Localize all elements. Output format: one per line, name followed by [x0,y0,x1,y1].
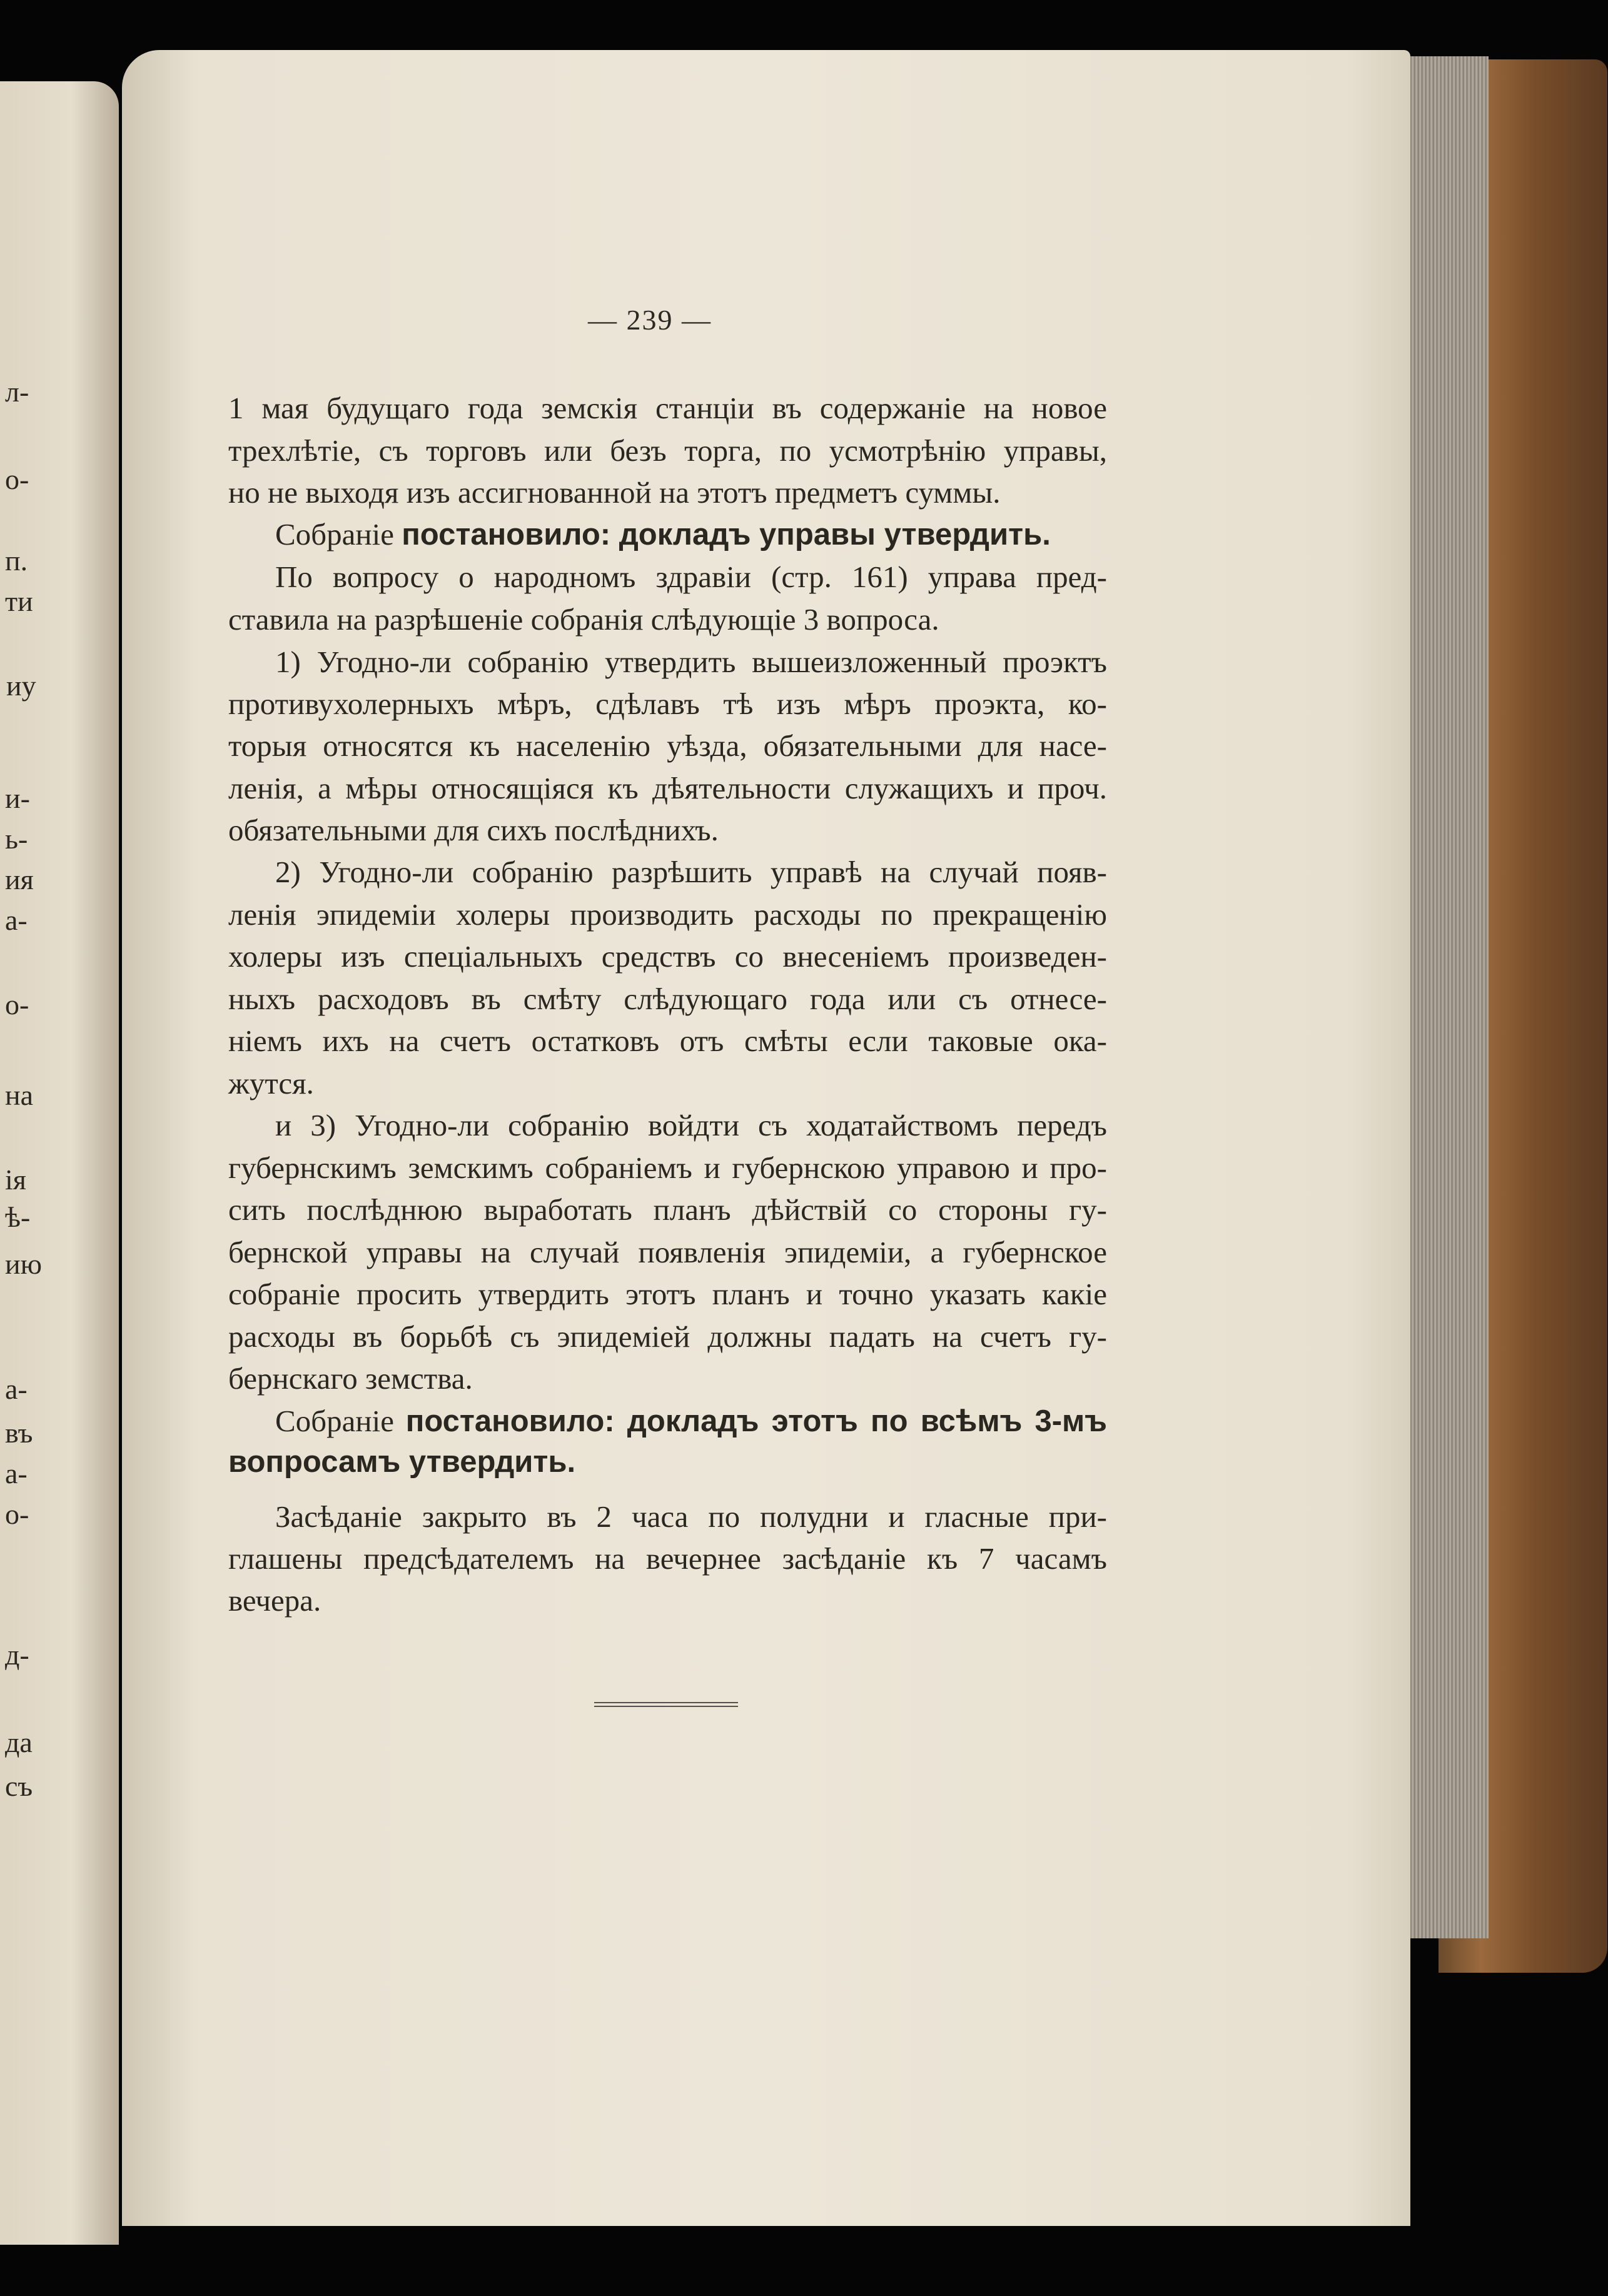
text-line: губернскимъ земскимъ собраніемъ и губернскою управою и про- [228,1151,1107,1185]
text-run: Собраніе [275,517,402,551]
resolution-text: вопросамъ утвердить. [228,1445,576,1479]
left-page-fragment: а- [5,1373,28,1405]
text-line: торыя относятся къ населенію уѣзда, обязательными для насе- [228,728,1107,763]
left-page-fragment: д- [5,1639,29,1671]
text-line: противухолерныхъ мѣръ, сдѣлавъ тѣ изъ мѣръ проэкта, ко- [228,687,1107,721]
text-line: жутся. [228,1066,314,1100]
text-line: ніемъ ихъ на счетъ остатковъ отъ смѣты если таковые ока- [228,1024,1107,1058]
left-page-fragment: а- [5,1458,28,1489]
left-page-fragment: л- [5,376,29,408]
text-line: расходы въ борьбѣ съ эпидеміей должны падать на счетъ гу- [228,1319,1107,1354]
left-page-fragment: о- [5,463,29,495]
text-line: сить послѣднюю выработать планъ дѣйствій со стороны гу- [228,1192,1107,1227]
text-line: ленія, а мѣры относящіяся къ дѣятельности служащихъ и проч. [228,771,1107,805]
resolution-text: постановило: докладъ этотъ по всѣмъ 3-мъ [405,1404,1107,1438]
page-number: — 239 — [588,304,712,336]
text-line: ленія эпидеміи холеры производить расходы по прекращенію [228,897,1107,932]
left-page-fragment: о- [5,1498,29,1530]
left-page-fragment: на [5,1079,34,1111]
left-page-fragment: ія [5,1164,26,1196]
text-line: собраніе просить утвердить этотъ планъ и точно указать какіе [228,1277,1107,1311]
text-line: и 3) Угодно-ли собранію войдти съ ходатайствомъ передъ [275,1108,1107,1142]
text-line: глашены предсѣдателемъ на вечернее засѣданіе къ 7 часамъ [228,1541,1107,1576]
text-line: трехлѣтіе, съ торговъ или безъ торга, по усмотрѣнію управы, [228,433,1107,468]
text-line [228,1401,1107,1442]
text-line: Засѣданіе закрыто въ 2 часа по полудни и гласные при- [275,1499,1107,1534]
text-line: бернской управы на случай появленія эпидеміи, а губернское [228,1235,1107,1269]
left-page-fragment: съ [5,1770,33,1802]
left-page-fragment: о- [5,989,29,1020]
left-page-fragment: ти [5,585,33,617]
text-line: ныхъ расходовъ въ смѣту слѣдующаго года или съ отнесе- [228,982,1107,1016]
left-page [0,81,119,2245]
left-page-fragment: п. [5,545,28,577]
left-page-fragment: ию [5,1248,42,1280]
text-line [228,1441,1107,1483]
left-page-fragment: ия [5,864,34,895]
text-line: 1 мая будущаго года земскія станціи въ содержаніе на новое [228,391,1107,425]
text-line: но не выходя изъ ассигнованной на этотъ предметъ суммы. [228,475,1001,510]
left-page-fragment: въ [5,1417,33,1449]
text-line: холеры изъ спеціальныхъ средствъ со внесеніемъ произведен- [228,939,1107,974]
left-page-fragment: иу [6,670,36,702]
left-page-fragment: ь- [5,823,28,855]
text-line: вечера. [228,1583,321,1618]
text-line: бернскаго земства. [228,1361,473,1396]
end-rule [594,1702,738,1707]
left-page-fragment: да [5,1726,33,1758]
text-line: 1) Угодно-ли собранію утвердить вышеизложенный проэктъ [275,645,1107,679]
text-line [228,514,1107,555]
text-line: 2) Угодно-ли собранію разрѣшить управѣ на случай появ- [275,855,1107,889]
resolution-text: постановило: докладъ управы утвердить. [402,518,1051,551]
text-line: ставила на разрѣшеніе собранія слѣдующіе 3 вопроса. [228,602,939,637]
text-run: Собраніе [275,1404,406,1438]
left-page-fragment: а- [5,904,28,936]
page-edges [1407,56,1489,1938]
text-line: По вопросу о народномъ здравіи (стр. 161) управа пред- [275,560,1107,594]
text-line: обязательными для сихъ послѣднихъ. [228,813,719,847]
left-page-fragment: и- [5,782,30,814]
left-page-fragment: ѣ- [5,1201,31,1233]
